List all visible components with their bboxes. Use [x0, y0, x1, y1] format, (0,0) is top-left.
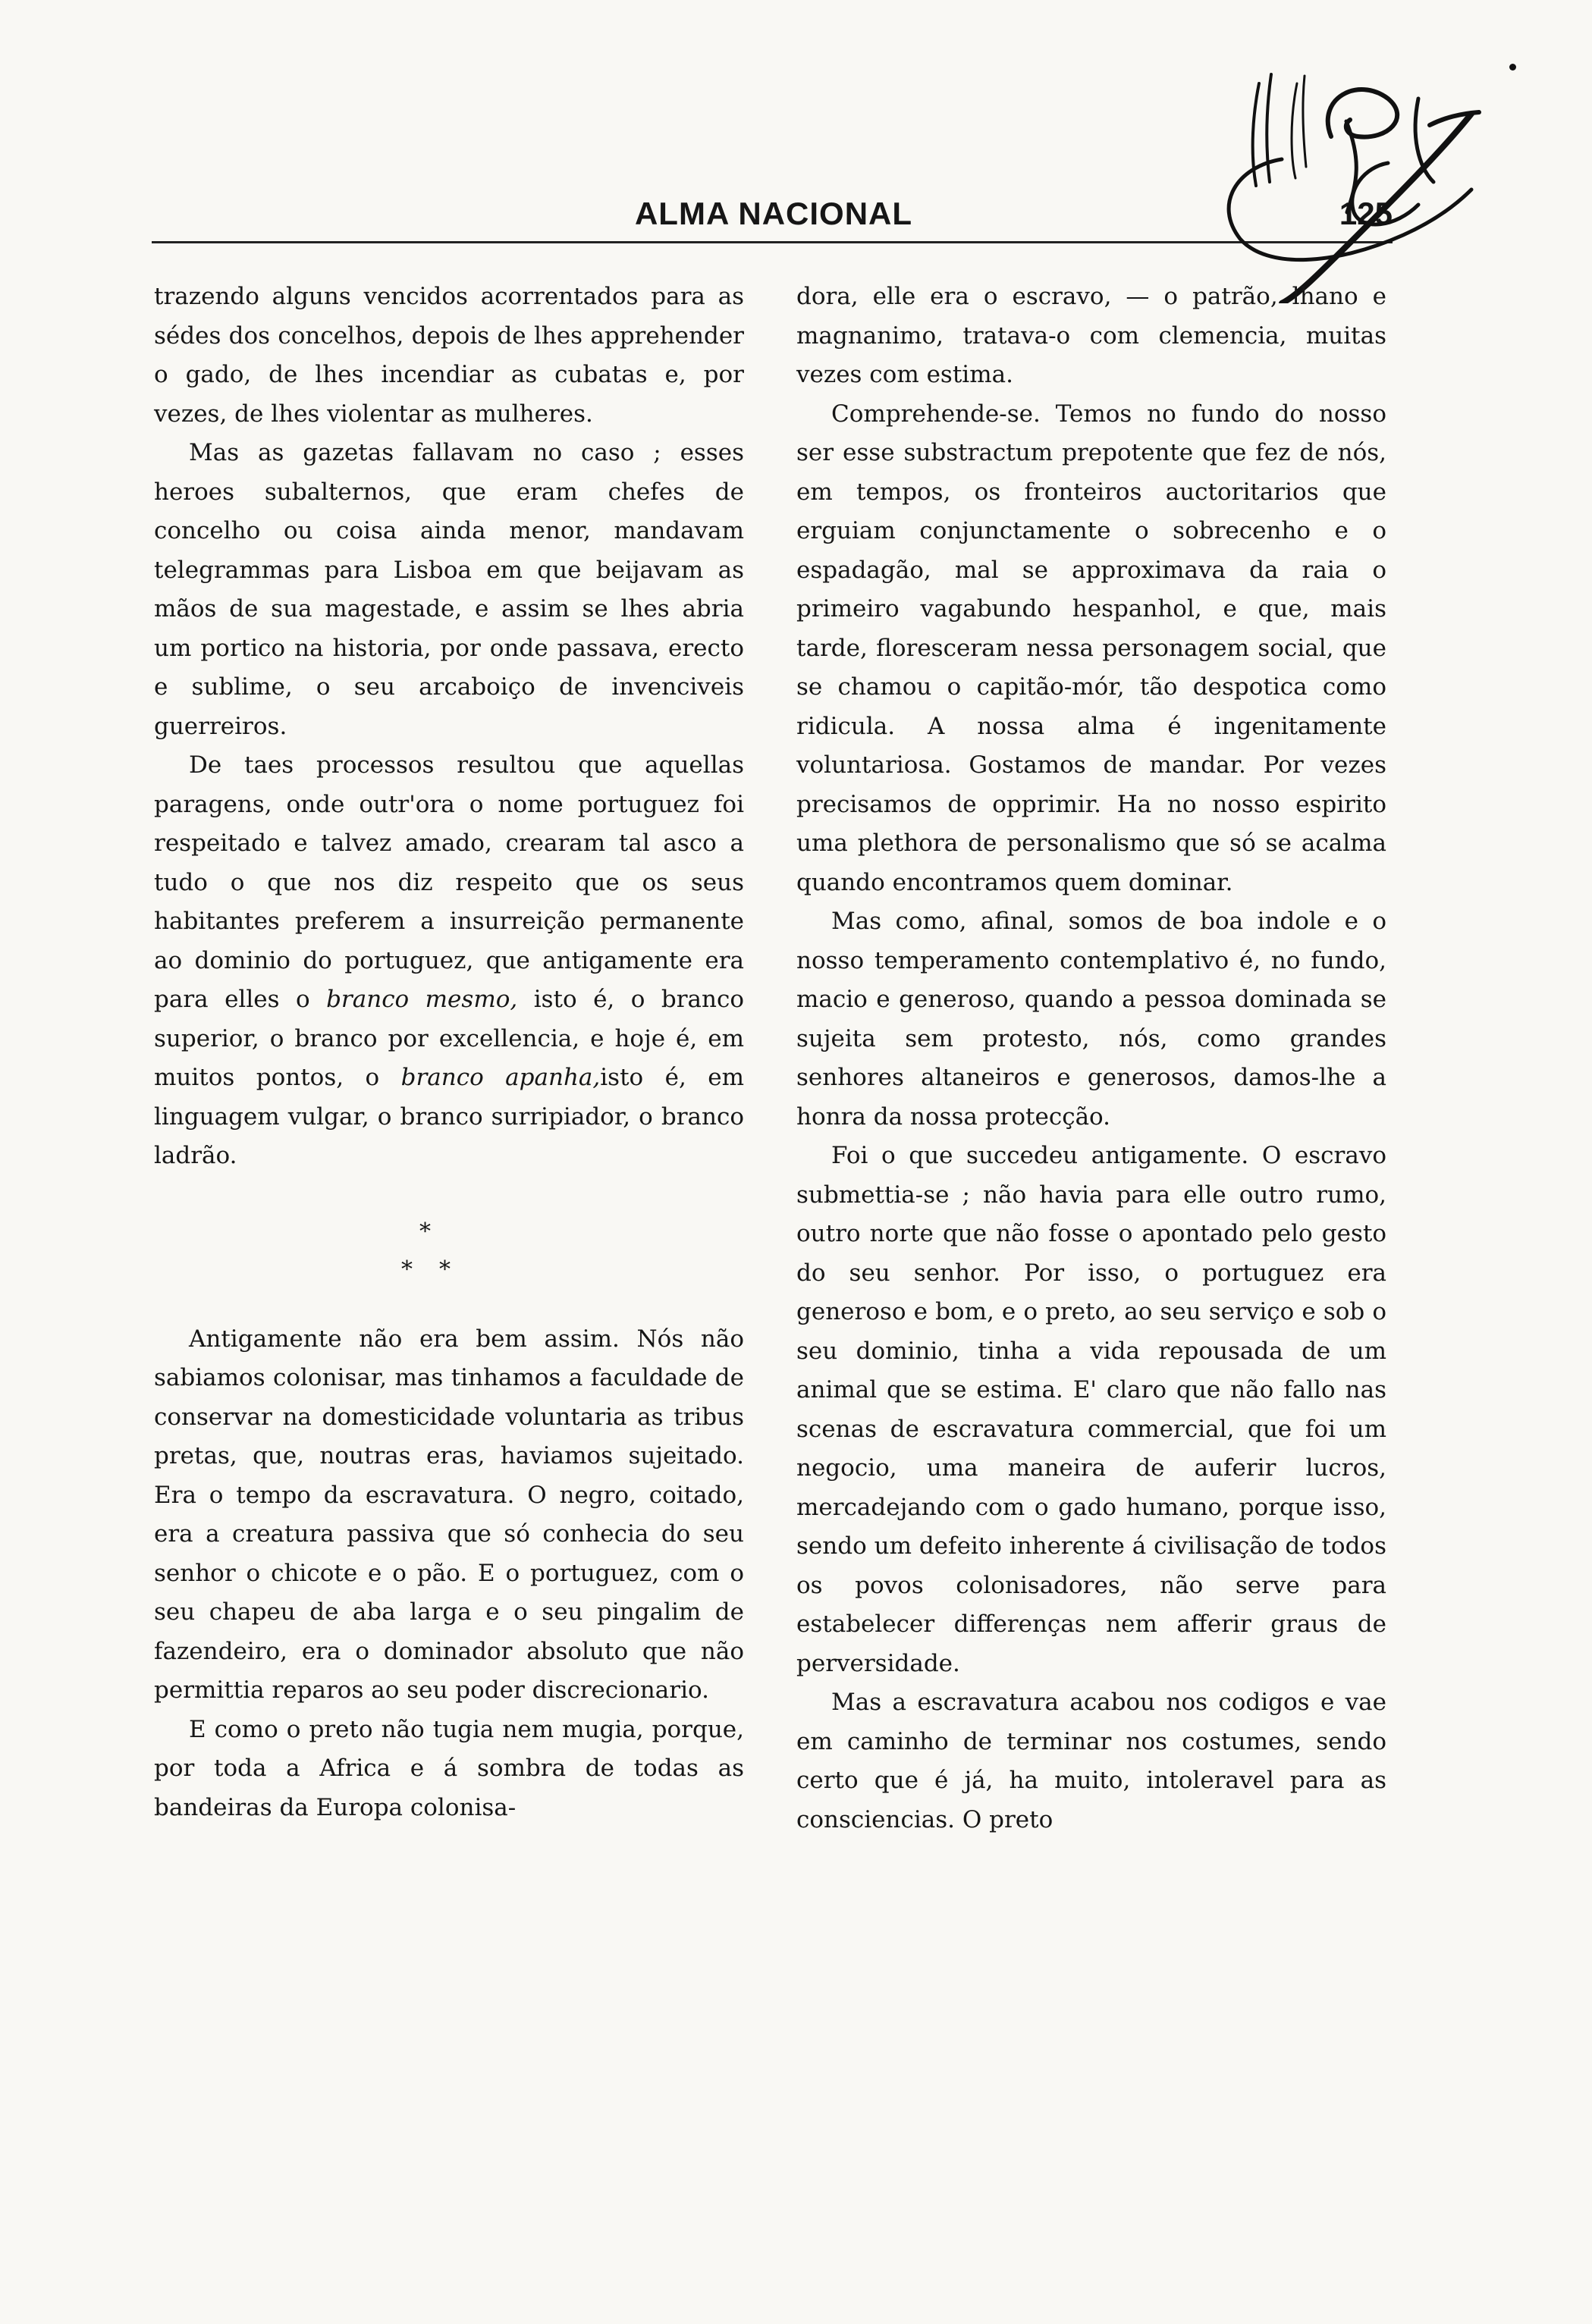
right-column — [796, 278, 1386, 1839]
italic-phrase: branco mesmo, — [326, 986, 518, 1013]
paragraph: Antigamente não era bem assim. Nós não sabiamos colonisar, mas tinhamos a faculdade de conservar na domesticidade voluntaria as tribus pretas, que, noutras eras, haviamos sujeitado. Era o tempo da escravatura. O negro, coitado, era a creatura passiva que só conhecia do seu senhor o chicote e o pão. E o portuguez, com o seu chapeu de aba larga e o seu pingalim de fazendeiro, era o dominador absoluto que não permittia reparos ao seu poder discrecionario. — [154, 1325, 744, 1704]
asterisk: * — [439, 1256, 451, 1283]
paragraph: Mas as gazetas fallavam no caso ; esses heroes subalternos, que eram chefes de concelho ou coisa ainda menor, mandavam telegrammas para Lisboa em que beijavam as mãos de sua magestade, e assim se lhes abria um portico na historia, por onde passava, erecto e sublime, o seu arcaboiço de invenciveis guerreiros. — [154, 439, 744, 740]
handwritten-signature — [1168, 53, 1487, 303]
asterisk: * — [401, 1256, 413, 1283]
paragraph: Mas a escravatura acabou nos codigos e vae em caminho de terminar nos costumes, sendo certo que é já, ha muito, intoleravel para as consciencias. O preto — [796, 1689, 1386, 1833]
left-column — [154, 278, 744, 1827]
paragraph — [154, 746, 744, 1176]
asterism — [154, 1176, 744, 1320]
italic-phrase: branco apanha, — [400, 1064, 601, 1091]
page-header — [152, 196, 1393, 241]
text-run: isto é, em linguagem vulgar, o branco surripiador, o branco ladrão. — [154, 1064, 744, 1169]
paragraph: E como o preto não tugia nem mugia, porque, por toda a Africa e á sombra de todas as bandeiras da Europa colonisa- — [154, 1715, 744, 1821]
asterisk: * — [419, 1218, 431, 1245]
ink-dot — [1509, 64, 1516, 71]
running-title: ALMA NACIONAL — [634, 196, 913, 231]
text-run: De taes processos resultou que aquellas paragens, onde outr'ora o nome portuguez foi respeitado e talvez amado, crearam tal asco a tudo o que nos diz respeito que os seus habitantes preferem a insurreição permanente ao dominio do portuguez, que antigamente era para elles o — [154, 751, 744, 1013]
header-rule — [152, 241, 1393, 243]
paragraph: dora, elle era o escravo, — o patrão, lhano e magnanimo, tratava-o com clemencia, muitas vezes com estima. — [796, 283, 1386, 388]
page-number: 125 — [1339, 196, 1393, 231]
paragraph: Mas como, afinal, somos de boa indole e o nosso temperamento contemplativo é, no fundo, macio e generoso, quando a pessoa dominada se sujeita sem protesto, nós, como grandes senhores altaneiros e generosos, damos-lhe a honra da nossa protecção. — [796, 908, 1386, 1131]
text-run: isto é, o branco superior, o branco por excellencia, e hoje é, em muitos pontos, o — [154, 986, 744, 1091]
paragraph: trazendo alguns vencidos acorrentados para as sédes dos concelhos, depois de lhes apprehender o gado, de lhes incendiar as cubatas e, por vezes, de lhes violentar as mulheres. — [154, 283, 744, 428]
paragraph: Comprehende-se. Temos no fundo do nosso ser esse substractum prepotente que fez de nós, em tempos, os fronteiros auctoritarios que erguiam conjunctamente o sobrecenho e o espadagão, mal se approximava da raia o primeiro vagabundo hespanhol, e que, mais tarde, floresceram nessa personagem social, que se chamou o capitão-mór, tão despotica como ridicula. A nossa alma é ingenitamente voluntariosa. Gostamos de mandar. Por vezes precisamos de opprimir. Ha no nosso espirito uma plethora de personalismo que só se acalma quando encontramos quem dominar. — [796, 400, 1386, 896]
paragraph: Foi o que succedeu antigamente. O escravo submettia-se ; não havia para elle outro rumo, outro norte que não fosse o apontado pelo gesto do seu senhor. Por isso, o portuguez era generoso e bom, e o preto, ao seu serviço e sob o seu dominio, tinha a vida repousada de um animal que se estima. E' claro que não fallo nas scenas de escravatura commercial, que foi um negocio, uma maneira de auferir lucros, mercadejando com o gado humano, porque isso, sendo um defeito inherente á civilisação de todos os povos colonisadores, não serve para estabelecer differenças nem afferir graus de perversidade. — [796, 1142, 1386, 1677]
